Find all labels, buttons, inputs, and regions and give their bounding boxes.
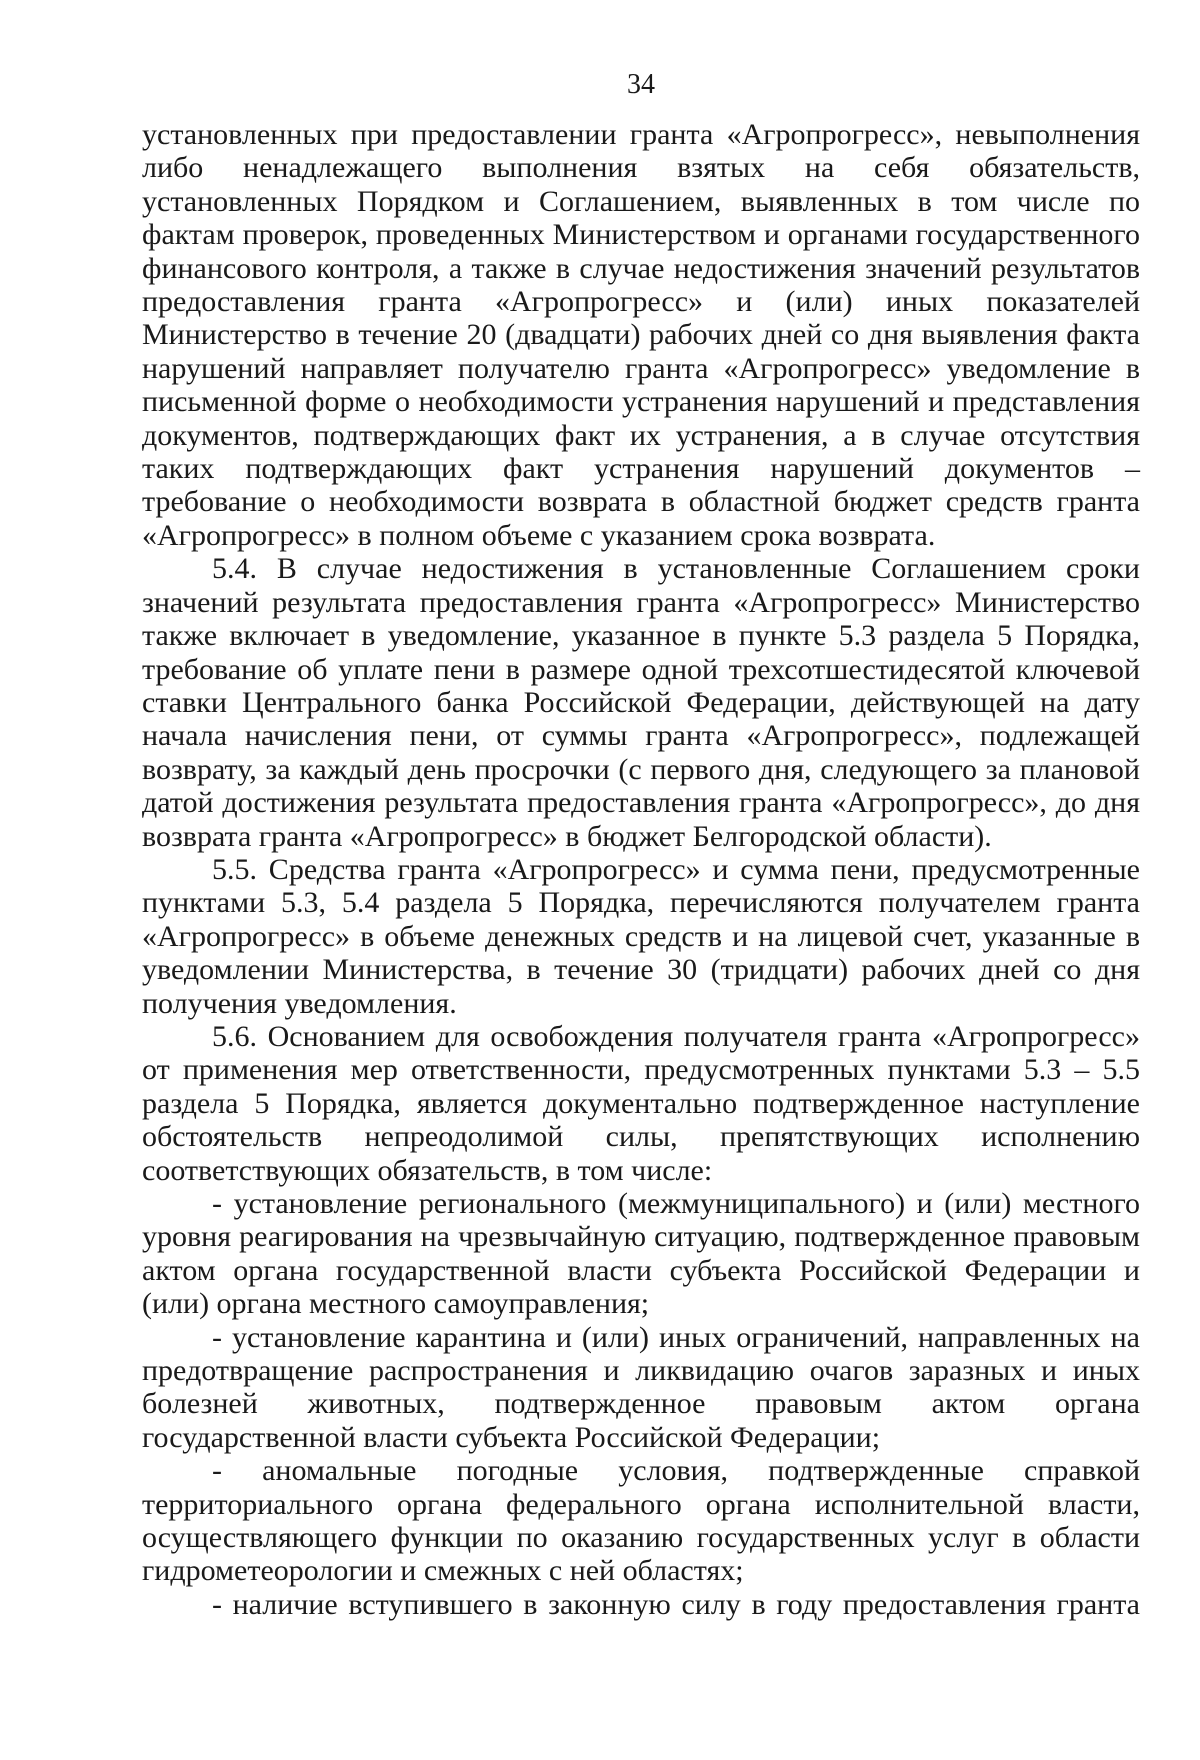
document-body — [142, 118, 1148, 1621]
list-item-court-decision: - наличие вступившего в законную силу в году предоставления гранта — [212, 1587, 1140, 1621]
paragraph-5-6: 5.6. Основанием для освобождения получателя гранта «Агропрогресс» от применения мер ответственности, предусмотренных пунктами 5.3 – 5.5 раздела 5 Порядка, является документально подтвержденное наступление обстоятельств непреодолимой силы, препятствующих исполнению соответствующих обязательств, в том числе: — [142, 1019, 1140, 1187]
paragraph-5-5: 5.5. Средства гранта «Агропрогресс» и сумма пени, предусмотренные пунктами 5.3, 5.4 раздела 5 Порядка, перечисляются получателем гранта «Агропрогресс» в объеме денежных средств и на лицевой счет, указанные в уведомлении Министерства, в течение 30 (тридцати) рабочих дней со дня получения уведомления. — [142, 852, 1140, 1020]
paragraph-5-4: 5.4. В случае недостижения в установленные Соглашением сроки значений результата предоставления гранта «Агропрогресс» Министерство также включает в уведомление, указанное в пункте 5.3 раздела 5 Порядка, требование об уплате пени в размере одной трехсотшестидесятой ключевой ставки Центрального банка Российской Федерации, действующей на дату начала начисления пени, от суммы гранта «Агропрогресс», подлежащей возврату, за каждый день просрочки (с первого дня, следующего за плановой датой достижения результата предоставления гранта «Агропрогресс», до дня возврата гранта «Агропрогресс» в бюджет Белгородской области). — [142, 552, 1140, 853]
list-item-quarantine: - установление карантина и (или) иных ограничений, направленных на предотвращение распространения и ликвидацию очагов заразных и иных болезней животных, подтвержденное правовым актом органа государственной власти субъекта Российской Федерации; — [142, 1320, 1140, 1454]
page-number: 34 — [627, 69, 655, 100]
paragraph-continuation: установленных при предоставлении гранта «Агропрогресс», невыполнения либо ненадлежащего выполнения взятых на себя обязательств, установленных Порядком и Соглашением, выявленных в том числе по фактам проверок, проведенных Министерством и органами государственного финансового контроля, а также в случае недостижения значений результатов предоставления гранта «Агропрогресс» и (или) иных показателей Министерство в течение 20 (двадцати) рабочих дней со дня выявления факта нарушений направляет получателю гранта «Агропрогресс» уведомление в письменной форме о необходимости устранения нарушений и представления документов, подтверждающих факт их устранения, а в случае отсутствия таких подтверждающих факт устранения нарушений документов – требование о необходимости возврата в областной бюджет средств гранта «Агропрогресс» в полном объеме с указанием срока возврата. — [142, 118, 1140, 552]
list-item-weather-conditions: - аномальные погодные условия, подтвержденные справкой территориального органа федерального органа исполнительной власти, осуществляющего функции по оказанию государственных услуг в области гидрометеорологии и смежных с ней областях; — [142, 1454, 1148, 1588]
list-item-emergency-response: - установление регионального (межмуниципального) и (или) местного уровня реагирования на чрезвычайную ситуацию, подтвержденное правовым актом органа государственной власти субъекта Российской Федерации и (или) органа местного самоуправления; — [142, 1187, 1140, 1321]
